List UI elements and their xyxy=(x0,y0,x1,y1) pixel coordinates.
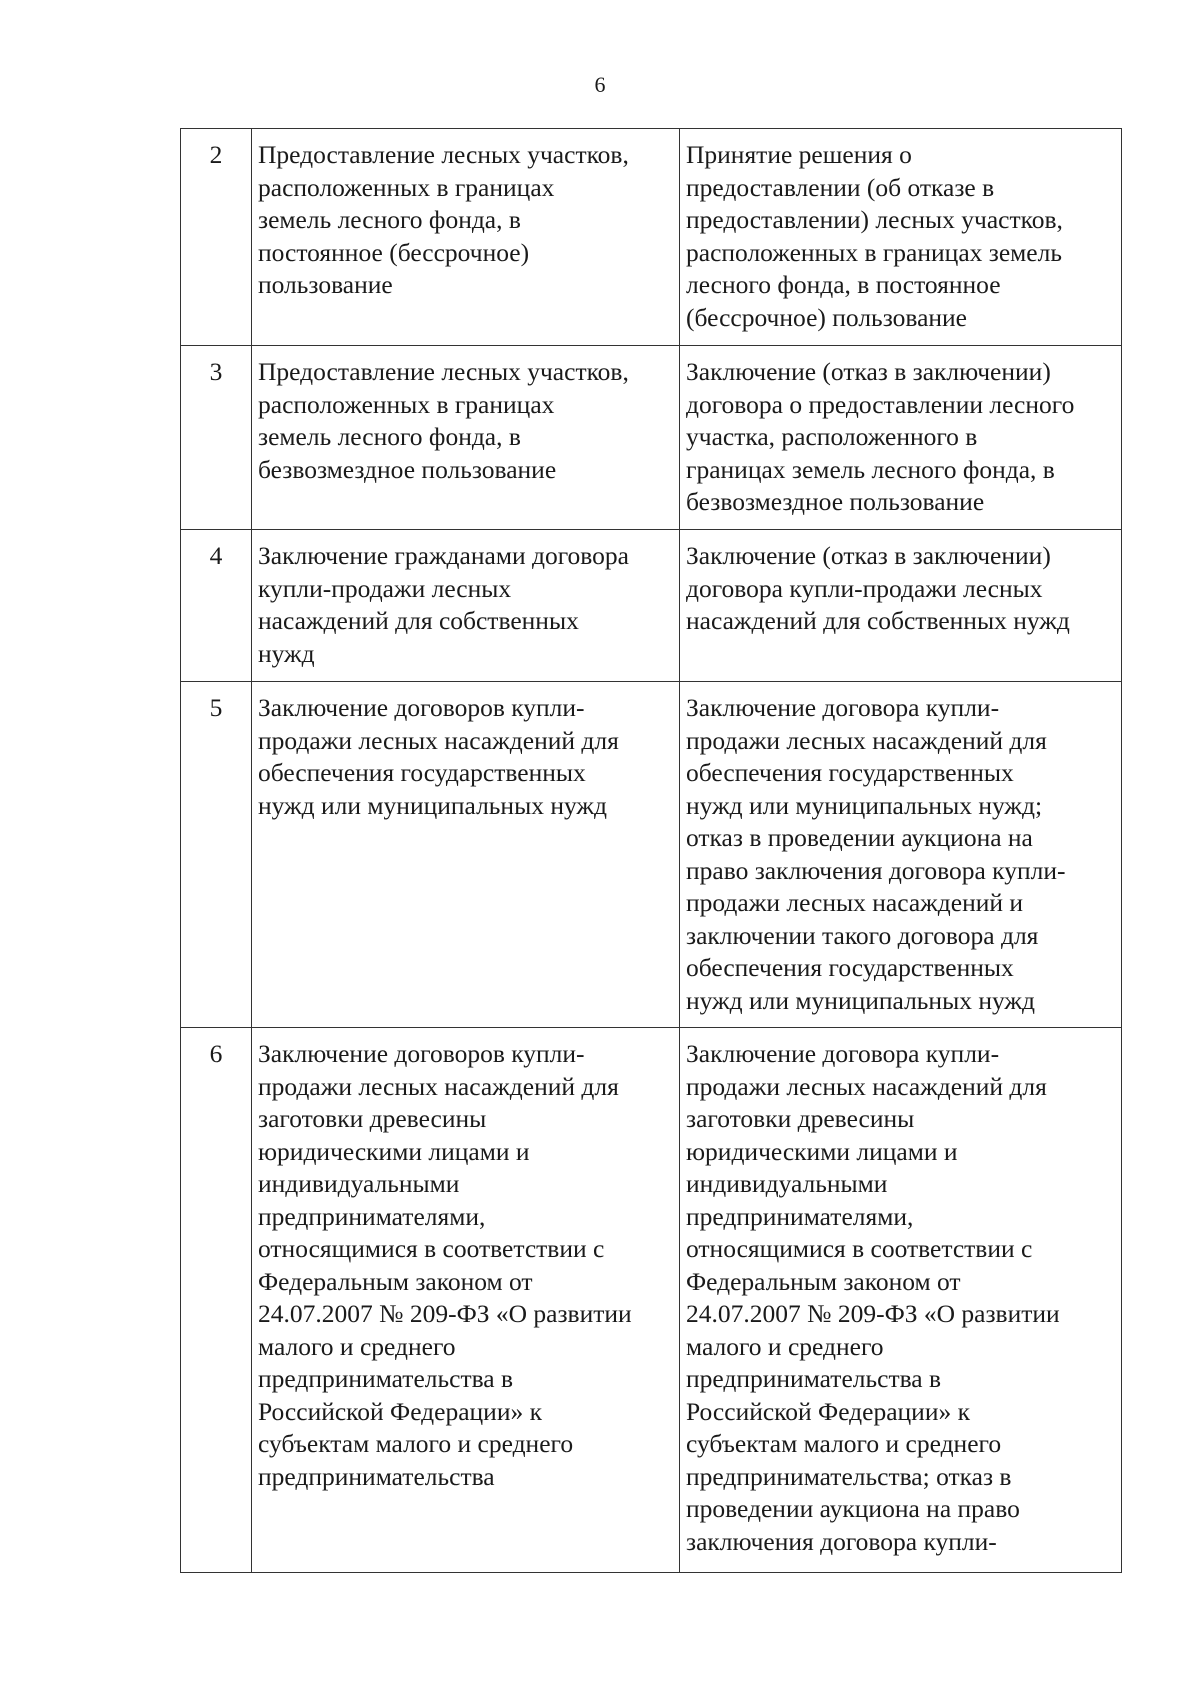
service-name: Предоставление лесных участков, расположенных в границах земель лесного фонда, в постоянное (бессрочное) пользование xyxy=(252,129,680,346)
table-row xyxy=(181,530,1122,682)
service-name: Предоставление лесных участков, расположенных в границах земель лесного фонда, в безвозмездное пользование xyxy=(252,346,680,530)
row-number: 6 xyxy=(181,1028,252,1573)
row-number: 3 xyxy=(181,346,252,530)
service-result: Заключение (отказ в заключении) договора о предоставлении лесного участка, расположенного в границах земель лесного фонда, в безвозмездное пользование xyxy=(680,346,1122,530)
row-number: 5 xyxy=(181,682,252,1028)
service-result: Заключение договора купли- продажи лесных насаждений для заготовки древесины юридическими лицами и индивидуальными предпринимателями, относящимися в соответствии с Федеральным законом от 24.07.2007 № 209-ФЗ «О развитии малого и среднего предпринимательства в Российской Федерации» к субъектам малого и среднего предпринимательства; отказ в проведении аукциона на право заключения договора купли- xyxy=(680,1028,1122,1573)
service-name: Заключение договоров купли- продажи лесных насаждений для заготовки древесины юридическими лицами и индивидуальными предпринимателями, относящимися в соответствии с Федеральным законом от 24.07.2007 № 209-ФЗ «О развитии малого и среднего предпринимательства в Российской Федерации» к субъектам малого и среднего предпринимательства xyxy=(252,1028,680,1573)
row-number: 4 xyxy=(181,530,252,682)
service-result: Принятие решения о предоставлении (об отказе в предоставлении) лесных участков, расположенных в границах земель лесного фонда, в постоянное (бессрочное) пользование xyxy=(680,129,1122,346)
row-number: 2 xyxy=(181,129,252,346)
table-row xyxy=(181,346,1122,530)
page-number: 6 xyxy=(594,72,606,97)
service-name: Заключение гражданами договора купли-продажи лесных насаждений для собственных нужд xyxy=(252,530,680,682)
service-name: Заключение договоров купли- продажи лесных насаждений для обеспечения государственных нужд или муниципальных нужд xyxy=(252,682,680,1028)
table-row xyxy=(181,682,1122,1028)
table-row xyxy=(181,129,1122,346)
table-row xyxy=(181,1028,1122,1573)
services-table xyxy=(180,128,1122,1573)
service-result: Заключение договора купли- продажи лесных насаждений для обеспечения государственных нужд или муниципальных нужд; отказ в проведении аукциона на право заключения договора купли- продажи лесных насаждений и заключении такого договора для обеспечения государственных нужд или муниципальных нужд xyxy=(680,682,1122,1028)
service-result: Заключение (отказ в заключении) договора купли-продажи лесных насаждений для собственных нужд xyxy=(680,530,1122,682)
